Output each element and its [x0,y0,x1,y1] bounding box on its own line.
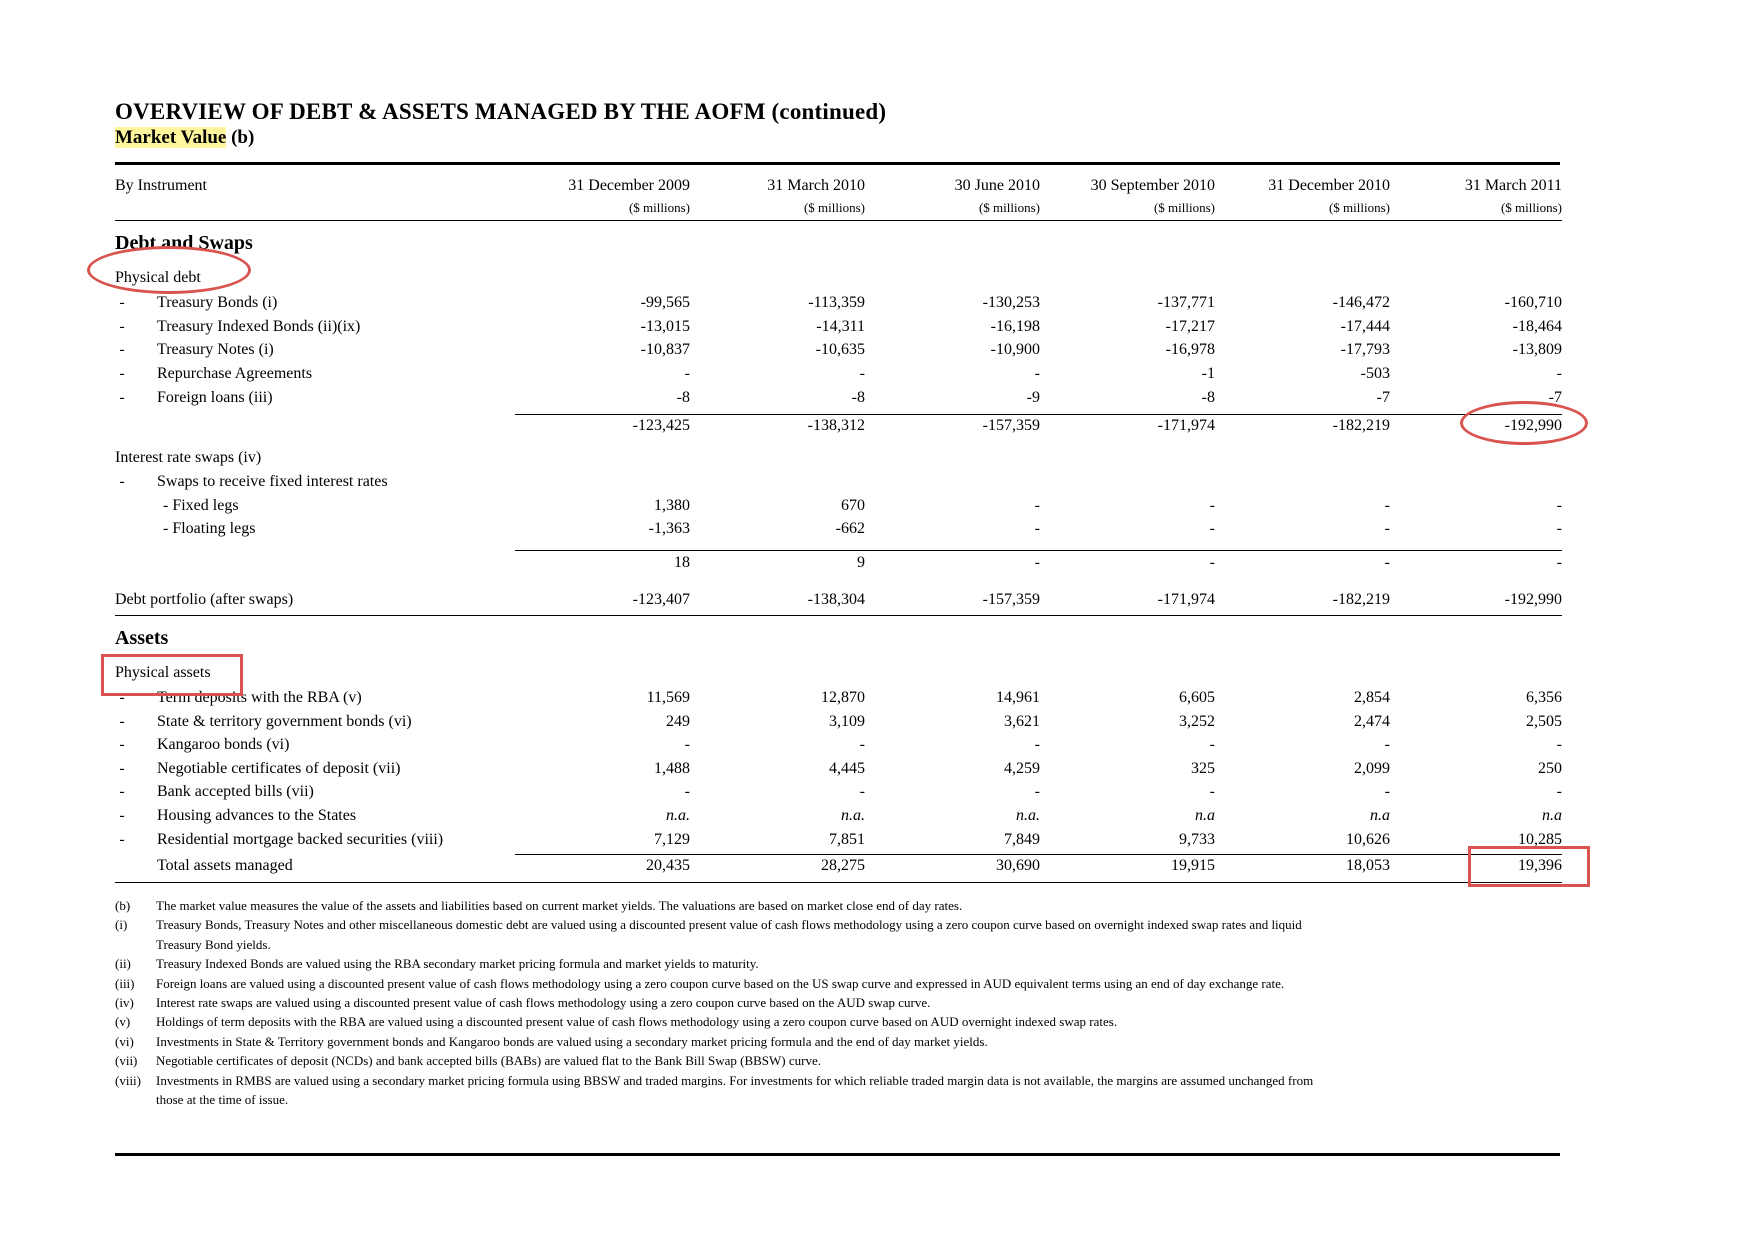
asset-row-value: 7,849 [1004,831,1040,848]
debt-subtotal-value: -157,359 [982,417,1040,434]
asset-row-value: 4,445 [829,760,865,777]
asset-row-value: 9,733 [1179,831,1215,848]
asset-row-value: - [684,736,690,753]
swap-leg-value: 670 [841,497,865,514]
debt-row-label: Treasury Indexed Bonds (ii)(ix) [157,318,361,335]
debt-row-value: -8 [676,389,690,406]
asset-row-value: - [684,783,690,800]
debt-portfolio-value: -123,407 [632,591,690,608]
column-date-header: 31 March 2010 [767,177,865,194]
footnote-key: (b) [115,898,131,913]
swaps-label: Interest rate swaps (iv) [115,449,262,466]
asset-row-value: - [1556,736,1562,753]
debt-subtotal-rule [515,414,1562,415]
row-dash: - [119,689,125,706]
asset-row-value: n.a. [1016,807,1040,824]
debt-portfolio-value: -138,304 [807,591,865,608]
annotation-oval-subtotal [1460,401,1588,445]
debt-row-value: -7 [1548,389,1562,406]
swap-leg-value: 1,380 [654,497,690,514]
asset-row-value: 14,961 [996,689,1040,706]
asset-row-value: - [1384,783,1390,800]
debt-portfolio-value: -157,359 [982,591,1040,608]
column-date-header: 31 December 2009 [568,177,690,194]
asset-row-value: 325 [1191,760,1215,777]
debt-row-value: -113,359 [808,294,865,311]
swap-leg-value: - [1209,520,1215,537]
footnote-text: Treasury Indexed Bonds are valued using the RBA secondary market pricing formula and market yields to maturity. [156,956,759,972]
debt-row-label: Repurchase Agreements [157,365,313,382]
column-date-header: 31 December 2010 [1268,177,1390,194]
debt-row-value: -160,710 [1504,294,1562,311]
assets-total-rule [515,854,1562,855]
asset-row-label: Negotiable certificates of deposit (vii) [157,760,401,777]
column-date-header: 30 June 2010 [954,177,1040,194]
asset-row-value: 249 [666,713,690,730]
asset-row-value: 11,569 [646,689,690,706]
swaps-total-value: 9 [857,554,865,571]
debt-subtotal-value: -192,990 [1504,417,1562,434]
row-dash: - [119,736,125,753]
swap-leg-value: - [1384,520,1390,537]
debt-row-value: -17,444 [1340,318,1390,335]
row-dash: - [119,807,125,824]
debt-portfolio-value: -182,219 [1332,591,1390,608]
column-unit-header: ($ millions) [1500,200,1562,215]
header-bottom-rule [115,220,1562,221]
asset-row-value: 2,854 [1354,689,1390,706]
annotation-box-physical-assets [101,654,243,696]
debt-subtotal-value: -123,425 [632,417,690,434]
subtitle-rest: (b) [226,127,255,148]
swaps-total-value: 18 [674,554,690,571]
assets-total-value: 20,435 [646,857,690,874]
asset-row-label: Kangaroo bonds (vi) [157,736,290,753]
debt-row-label: Treasury Notes (i) [157,341,274,358]
swap-leg-value: - [1034,520,1040,537]
asset-row-value: 7,129 [654,831,690,848]
asset-row-value: 3,109 [829,713,865,730]
asset-row-value: 12,870 [821,689,865,706]
footnote-key: (vi) [115,1033,134,1049]
asset-row-value: - [1034,783,1040,800]
swaps-total-value: - [1209,554,1215,571]
debt-section-title: Debt and Swaps [115,232,253,254]
row-dash: - [119,783,125,800]
debt-row-label: Treasury Bonds (i) [157,294,278,311]
footnote-text: Investments in State & Territory government bonds and Kangaroo bonds are valued using a secondary market pricing formula and the end of day market yields. [156,1033,988,1049]
swap-leg-value: - [1556,520,1562,537]
debt-row-value: -10,837 [640,341,690,358]
row-dash: - [119,713,125,730]
swap-leg-label: - Floating legs [163,520,256,537]
swaps-total-rule [515,550,1562,551]
page-bottom-rule [115,1153,1560,1156]
swaps-total-value: - [1556,554,1562,571]
highlighted-text: Market Value [115,127,227,148]
debt-row-value: -137,771 [1157,294,1215,311]
debt-row-value: -10,635 [815,341,865,358]
column-unit-header: ($ millions) [1328,200,1390,215]
debt-row-value: -13,809 [1512,341,1562,358]
asset-row-label: Term deposits with the RBA (v) [157,689,362,706]
assets-section-title: Assets [115,627,169,649]
footnote-text: Treasury Bonds, Treasury Notes and other miscellaneous domestic debt are valued using a discounted present value of cash flows methodology using a zero coupon curve based on overnight indexed swap rates and liquid [156,917,1302,933]
debt-row-value: -17,217 [1165,318,1215,335]
swap-leg-value: - [1556,497,1562,514]
asset-row-value: n.a [1370,807,1390,824]
swaps-total-value: - [1034,554,1040,571]
footnote-key: (i) [115,917,128,933]
debt-row-value: -16,198 [990,318,1040,335]
column-unit-header: ($ millions) [978,200,1040,215]
debt-row-value: -18,464 [1512,318,1562,335]
debt-subtotal-value: -182,219 [1332,417,1390,434]
asset-row-value: n.a. [666,807,690,824]
asset-row-label: Housing advances to the States [157,807,357,824]
assets-bottom-rule [115,882,1562,883]
asset-row-label: Residential mortgage backed securities (viii) [157,831,444,848]
row-dash: - [119,341,125,358]
footnote-text: Treasury Bond yields. [156,936,271,952]
asset-row-value: 2,505 [1526,713,1562,730]
asset-row-value: - [1556,783,1562,800]
swaps-sub-label: Swaps to receive fixed interest rates [157,473,388,490]
annotation-oval-physical-debt [87,246,251,294]
debt-row-value: -14,311 [816,318,865,335]
row-dash: - [119,831,125,848]
physical-debt-label: Physical debt [115,269,201,286]
debt-row-value: -99,565 [640,294,690,311]
footnote-key: (ii) [115,956,131,972]
footnote-key: (iii) [115,975,135,991]
footnote-text: Negotiable certificates of deposit (NCDs) and bank accepted bills (BABs) are valued flat to the Bank Bill Swap (BBSW) curve. [156,1053,821,1069]
footnote-text: Investments in RMBS are valued using a secondary market pricing formula using BBSW and traded margins. For investments for which reliable traded margin data is not available, the margins are assumed unchanged from [156,1072,1314,1088]
row-dash: - [119,318,125,335]
debt-row-value: -13,015 [640,318,690,335]
debt-row-value: -16,978 [1165,341,1215,358]
debt-row-value: - [1556,365,1562,382]
asset-row-label: State & territory government bonds (vi) [157,713,412,730]
debt-row-value: -146,472 [1332,294,1390,311]
swap-leg-value: -1,363 [648,520,690,537]
swaps-total-value: - [1384,554,1390,571]
row-dash: - [119,365,125,382]
physical-assets-label: Physical assets [115,664,211,681]
page-subtitle [115,126,1560,150]
asset-row-value: 250 [1538,760,1562,777]
footnote-text: Foreign loans are valued using a discounted present value of cash flows methodology using a zero coupon curve based on the US swap curve and expressed in AUD equivalent terms using an end of day exchange rate. [156,975,1285,991]
document-page [115,98,1562,1107]
asset-row-value: n.a [1195,807,1215,824]
debt-row-value: -8 [1201,389,1215,406]
footnote-key: (iv) [115,995,134,1010]
debt-subtotal-value: -171,974 [1157,417,1215,434]
asset-row-value: 1,488 [654,760,690,777]
row-dash: - [119,473,125,490]
asset-row-value: - [1384,736,1390,753]
asset-row-value: - [1034,736,1040,753]
debt-row-value: - [1034,365,1040,382]
swap-leg-value: - [1034,497,1040,514]
asset-row-value: 4,259 [1004,760,1040,777]
column-date-header: 31 March 2011 [1464,177,1562,194]
footnote-key: (viii) [115,1072,141,1088]
row-dash: - [119,389,125,406]
debt-row-value: -10,900 [990,341,1040,358]
asset-row-value: 10,626 [1346,831,1390,848]
row-dash: - [119,294,125,311]
debt-row-value: -8 [851,389,865,406]
debt-row-value: - [859,365,865,382]
total-assets-label: Total assets managed [157,857,293,874]
debt-portfolio-value: -171,974 [1157,591,1215,608]
asset-row-value: 3,252 [1179,713,1215,730]
asset-row-value: 7,851 [829,831,865,848]
column-date-header: 30 September 2010 [1090,177,1215,194]
asset-row-value: - [859,783,865,800]
assets-total-value: 19,396 [1518,857,1562,874]
debt-row-value: - [684,365,690,382]
footnote-key: (v) [115,1014,131,1030]
swap-leg-value: - [1384,497,1390,514]
annotation-box-total [1468,846,1590,887]
debt-row-value: -130,253 [982,294,1040,311]
footnote-text: The market value measures the value of the assets and liabilities based on current market yields. The valuations are based on market close end of day rates. [156,898,963,913]
header-top-rule [115,162,1560,165]
page-title: OVERVIEW OF DEBT & ASSETS MANAGED BY THE AOFM (continued) [115,99,887,124]
footnote-text: those at the time of issue. [156,1092,289,1107]
asset-row-value: 10,285 [1518,831,1562,848]
assets-total-value: 18,053 [1346,857,1390,874]
debt-row-value: -1 [1201,365,1215,382]
footnote-text: Interest rate swaps are valued using a discounted present value of cash flows methodology using a zero coupon curve based on the AUD swap curve. [156,995,931,1010]
debt-subtotal-value: -138,312 [807,417,865,434]
swap-leg-value: -662 [835,520,865,537]
swap-leg-value: - [1209,497,1215,514]
debt-row-value: -7 [1376,389,1390,406]
debt-portfolio-label: Debt portfolio (after swaps) [115,591,294,608]
asset-row-value: 6,605 [1179,689,1215,706]
footnote-key: (vii) [115,1053,138,1069]
column-unit-header: ($ millions) [803,200,865,215]
asset-row-value: n.a. [841,807,865,824]
column-unit-header: ($ millions) [1153,200,1215,215]
asset-row-value: 2,099 [1354,760,1390,777]
asset-row-value: n.a [1542,807,1562,824]
asset-row-label: Bank accepted bills (vii) [157,783,314,800]
asset-row-value: - [1209,783,1215,800]
debt-portfolio-value: -192,990 [1504,591,1562,608]
asset-row-value: - [1209,736,1215,753]
assets-total-value: 28,275 [821,857,865,874]
debt-row-value: -503 [1360,365,1390,382]
footnote-text: Holdings of term deposits with the RBA are valued using a discounted present value of cash flows methodology using a zero coupon curve based on AUD overnight indexed swap rates. [156,1014,1118,1030]
debt-row-value: -17,793 [1340,341,1390,358]
column-unit-header: ($ millions) [628,200,690,215]
assets-total-value: 19,915 [1171,857,1215,874]
assets-total-value: 30,690 [996,857,1040,874]
swap-leg-label: - Fixed legs [163,497,239,514]
debt-row-label: Foreign loans (iii) [157,389,273,406]
asset-row-value: 2,474 [1354,713,1390,730]
asset-row-value: 6,356 [1526,689,1562,706]
asset-row-value: - [859,736,865,753]
asset-row-value: 3,621 [1004,713,1040,730]
assets-top-rule [115,615,1562,616]
row-dash: - [119,760,125,777]
debt-row-value: -9 [1026,389,1040,406]
by-instrument-header: By Instrument [115,177,207,194]
